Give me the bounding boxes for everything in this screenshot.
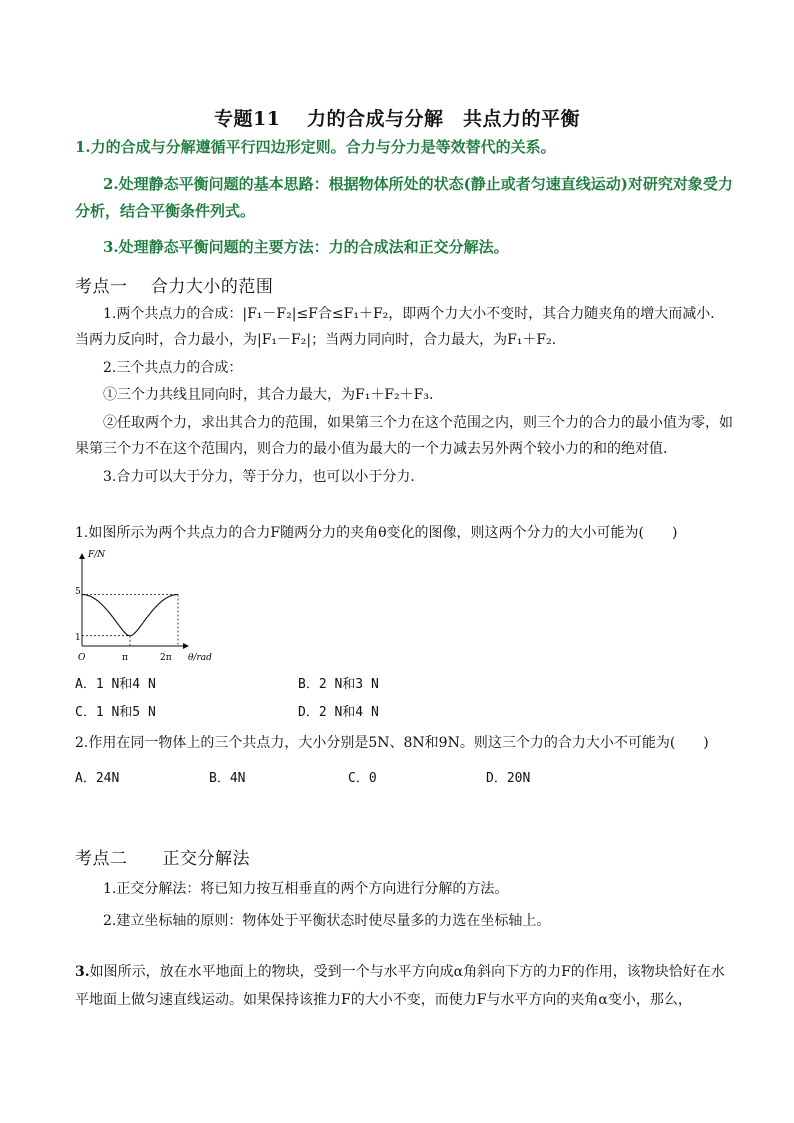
q2-option-d: D．20N: [486, 771, 531, 786]
y-axis-label: F/N: [88, 550, 106, 560]
q1-option-c: C．1 N和5 N: [75, 705, 156, 720]
force-angle-graph: [70, 548, 230, 666]
x-axis-label: θ/rad: [188, 653, 212, 663]
page-title: 专题11 力的合成与分解 共点力的平衡: [213, 108, 581, 130]
y-tick-5: 5: [75, 587, 81, 597]
q2-option-b: B．4N: [209, 771, 246, 786]
q1-option-a: A．1 N和4 N: [75, 677, 156, 692]
section-1-para-2: 2.三个共点力的合成：: [103, 360, 243, 376]
q2-option-c: C．0: [348, 771, 377, 786]
x-tick-pi: π: [122, 653, 128, 663]
section-2-para-1: 1.正交分解法：将已知力按互相垂直的两个方向进行分解的方法。: [103, 881, 509, 897]
key-point-3: 3.处理静态平衡问题的主要方法：力的合成法和正交分解法。: [103, 238, 509, 256]
y-tick-1: 1: [75, 633, 81, 643]
q1-option-b: B．2 N和3 N: [298, 677, 379, 692]
section-1-para-5: 3.合力可以大于分力，等于分力，也可以小于分力．: [103, 469, 425, 485]
x-tick-2pi: 2π: [160, 653, 172, 663]
q2-option-a: A．24N: [75, 771, 120, 786]
section-2-heading: 考点二 正交分解法: [75, 849, 250, 869]
section-1-heading: 考点一 合力大小的范围: [75, 277, 274, 297]
q1-option-d: D．2 N和4 N: [298, 705, 379, 720]
origin-label: O: [78, 653, 86, 663]
resultant-force-curve: [82, 595, 178, 636]
section-1-para-4: ②任取两个力，求出其合力的范围，如果第三个力在这个范围之内，则三个力的合力的最小值为零，如果第三个力不在这个范围内，则合力的最小值为最大的一个力减去另外两个较小力的和的绝对值．: [75, 415, 733, 457]
question-2-stem: 2.作用在同一物体上的三个共点力，大小分别是5N、8N和9N。则这三个力的合力大小不可能为( ): [75, 735, 709, 751]
question-3-text: 如图所示，放在水平地面上的物块，受到一个与水平方向成α角斜向下方的力F的作用，该物块恰好在水平地面上做匀速直线运动。如果保持该推力F的大小不变，而使力F与水平方向的夹角α变小，那么，: [75, 964, 725, 1008]
section-1-para-3: ①三个力共线且同向时，其合力最大，为F₁＋F₂＋F₃.: [103, 387, 434, 403]
section-2-para-2: 2.建立坐标轴的原则：物体处于平衡状态时使尽量多的力选在坐标轴上。: [103, 913, 551, 929]
question-1-stem: 1.如图所示为两个共点力的合力F随两分力的夹角θ变化的图像，则这两个分力的大小可能为( ): [75, 525, 678, 541]
section-1-para-1: 1.两个共点力的合成：|F₁－F₂|≤F合≤F₁＋F₂，即两个力大小不变时，其合力随夹角的增大而减小．当两力反向时，合力最小，为|F₁－F₂|；当两力同向时，合力最大，为F₁＋F₂.: [75, 306, 725, 348]
key-point-1: 1.力的合成与分解遵循平行四边形定则。合力与分力是等效替代的关系。: [75, 138, 556, 156]
key-point-2: 2.处理静态平衡问题的基本思路：根据物体所处的状态(静止或者匀速直线运动)对研究对象受力分析，结合平衡条件列式。: [75, 175, 733, 220]
question-3-number: 3.: [75, 964, 90, 980]
question-3-stem: [75, 958, 735, 1014]
